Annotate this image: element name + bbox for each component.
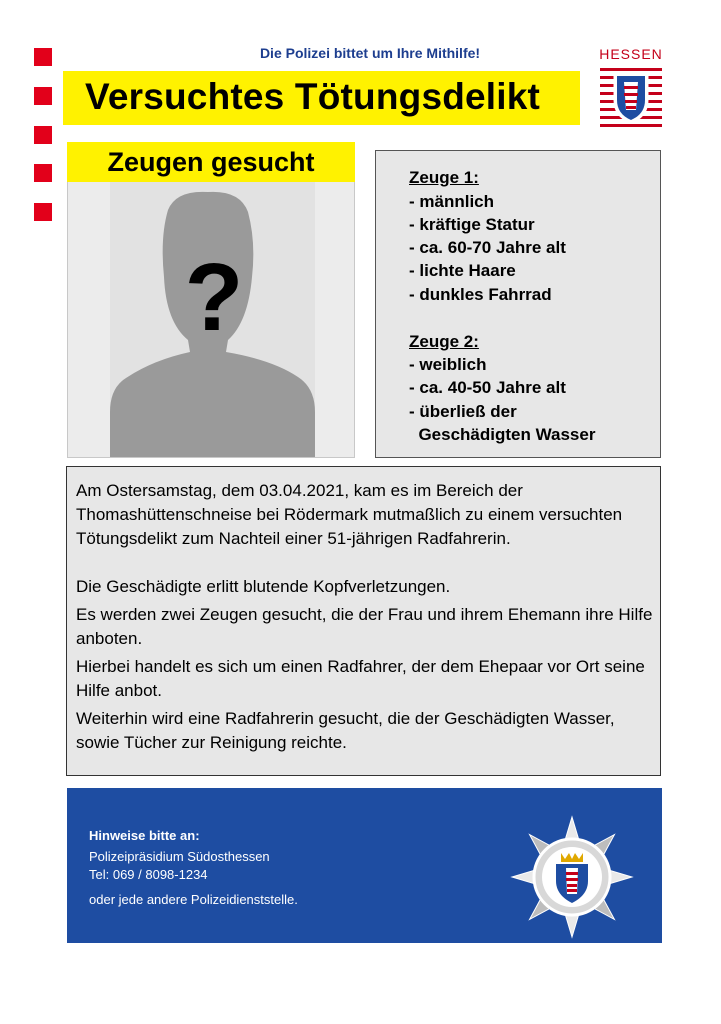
witness-2-trait: Geschädigten Wasser [409,425,596,444]
decor-red-square [34,164,52,182]
decor-red-square [34,126,52,144]
paragraph: Hierbei handelt es sich um einen Radfahrer, der dem Ehepaar vor Ort seine Hilfe anbot. [76,657,645,700]
tagline: Die Polizei bittet um Ihre Mithilfe! [259,45,481,61]
person-silhouette-icon [68,182,354,457]
incident-description [66,466,661,776]
decor-red-square [34,87,52,105]
witness-2-trait: - überließ der [409,402,517,421]
witness-1-trait: - ca. 60-70 Jahre alt [409,238,566,257]
page-title: Versuchtes Tötungsdelikt [85,76,541,117]
witness-description-panel [375,150,661,458]
witness-1-trait: - dunkles Fahrrad [409,285,552,304]
witness-1-trait: - lichte Haare [409,261,516,280]
witness-1-label: Zeuge 1: [409,168,479,187]
witness-2-trait: - ca. 40-50 Jahre alt [409,378,566,397]
contact-alternative: oder jede andere Polizeidienststelle. [89,892,298,907]
decor-red-square [34,203,52,221]
paragraph: Die Geschädigte erlitt blutende Kopfverletzungen. [76,577,451,596]
paragraph: Es werden zwei Zeugen gesucht, die der Frau und ihrem Ehemann ihre Hilfe anboten. [76,605,653,648]
witness-2-label: Zeuge 2: [409,332,479,351]
hessen-crest-icon [600,66,662,128]
contact-office: Polizeipräsidium Südosthessen [89,849,270,864]
police-star-icon [509,814,635,940]
decor-red-square [34,48,52,66]
witness-1-trait: - männlich [409,192,495,211]
paragraph: Am Ostersamstag, dem 03.04.2021, kam es im Bereich der Thomashüttenschneise bei Rödermark mutmaßlich zu einem versuchten Tötungsdelikt zum Nachteil einer 51-jährigen Radfahrerin. [76,481,623,548]
state-label: HESSEN [599,46,663,62]
unknown-person-photo [67,182,355,458]
witness-heading: Zeugen gesucht [67,142,355,182]
title-banner [63,71,580,125]
paragraph: Weiterhin wird eine Radfahrerin gesucht, die der Geschädigten Wasser, sowie Tücher zur Reinigung reichte. [76,709,615,752]
question-mark: ? [184,244,244,351]
contact-heading: Hinweise bitte an: [89,828,200,843]
contact-phone: Tel: 069 / 8098-1234 [89,867,208,882]
contact-panel [67,788,662,943]
witness-1-trait: - kräftige Statur [409,215,535,234]
witness-2-trait: - weiblich [409,355,487,374]
